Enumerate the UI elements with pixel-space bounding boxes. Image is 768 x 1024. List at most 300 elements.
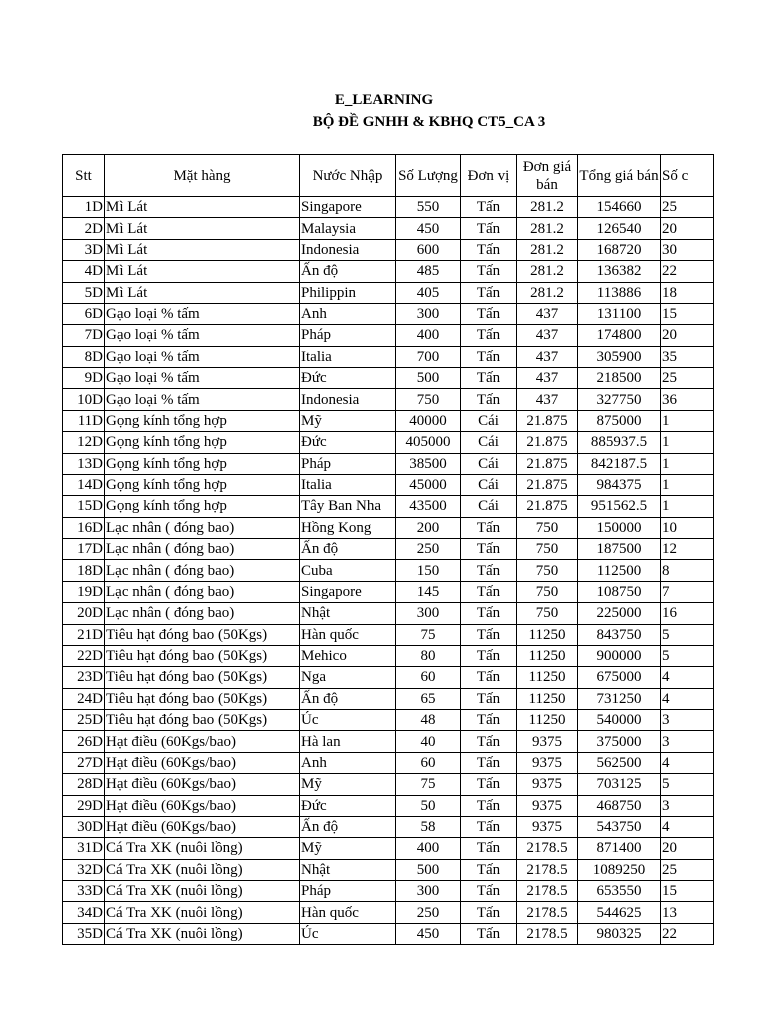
cell-item: Gạo loại % tấm [105, 389, 300, 410]
cell-country: Ấn độ [300, 261, 396, 282]
cell-unit-price: 281.2 [517, 282, 578, 303]
cell-country: Nga [300, 667, 396, 688]
cell-item: Mì Lát [105, 282, 300, 303]
cell-country: Ấn độ [300, 539, 396, 560]
cell-extra: 5 [661, 774, 714, 795]
cell-country: Úc [300, 923, 396, 944]
table-row [63, 816, 714, 837]
cell-total-price: 984375 [578, 474, 661, 495]
cell-extra: 25 [661, 368, 714, 389]
cell-quantity: 300 [396, 603, 461, 624]
cell-extra: 36 [661, 389, 714, 410]
header-unit-price: Đơn giá bán [517, 155, 578, 197]
cell-quantity: 145 [396, 581, 461, 602]
cell-unit: Tấn [461, 795, 517, 816]
table-row [63, 795, 714, 816]
cell-unit-price: 21.875 [517, 453, 578, 474]
cell-unit-price: 437 [517, 368, 578, 389]
cell-unit: Tấn [461, 389, 517, 410]
cell-total-price: 108750 [578, 581, 661, 602]
cell-stt: 9D [63, 368, 105, 389]
cell-stt: 33D [63, 881, 105, 902]
cell-item: Gọng kính tổng hợp [105, 432, 300, 453]
goods-table-container [62, 154, 689, 944]
cell-total-price: 675000 [578, 667, 661, 688]
cell-stt: 32D [63, 859, 105, 880]
cell-item: Hạt điều (60Kgs/bao) [105, 816, 300, 837]
cell-extra: 30 [661, 239, 714, 260]
cell-item: Lạc nhân ( đóng bao) [105, 603, 300, 624]
cell-extra: 13 [661, 902, 714, 923]
cell-item: Cá Tra XK (nuôi lồng) [105, 838, 300, 859]
cell-extra: 4 [661, 688, 714, 709]
cell-item: Lạc nhân ( đóng bao) [105, 517, 300, 538]
cell-item: Tiêu hạt đóng bao (50Kgs) [105, 645, 300, 666]
table-row [63, 923, 714, 944]
cell-stt: 7D [63, 325, 105, 346]
cell-stt: 18D [63, 560, 105, 581]
cell-unit: Cái [461, 432, 517, 453]
cell-country: Đức [300, 432, 396, 453]
cell-stt: 15D [63, 496, 105, 517]
cell-quantity: 550 [396, 197, 461, 218]
cell-extra: 8 [661, 560, 714, 581]
cell-extra: 15 [661, 881, 714, 902]
cell-country: Mỹ [300, 838, 396, 859]
cell-unit-price: 281.2 [517, 197, 578, 218]
cell-quantity: 250 [396, 539, 461, 560]
cell-quantity: 40 [396, 731, 461, 752]
cell-quantity: 450 [396, 218, 461, 239]
cell-unit: Tấn [461, 218, 517, 239]
cell-unit: Cái [461, 496, 517, 517]
cell-item: Gọng kính tổng hợp [105, 474, 300, 495]
cell-extra: 3 [661, 795, 714, 816]
table-row [63, 389, 714, 410]
cell-total-price: 653550 [578, 881, 661, 902]
cell-item: Gọng kính tổng hợp [105, 496, 300, 517]
table-row [63, 667, 714, 688]
cell-unit-price: 21.875 [517, 496, 578, 517]
table-row [63, 368, 714, 389]
cell-unit-price: 281.2 [517, 218, 578, 239]
cell-stt: 5D [63, 282, 105, 303]
cell-unit: Tấn [461, 261, 517, 282]
cell-unit-price: 9375 [517, 774, 578, 795]
cell-total-price: 327750 [578, 389, 661, 410]
cell-stt: 17D [63, 539, 105, 560]
cell-extra: 1 [661, 453, 714, 474]
cell-extra: 12 [661, 539, 714, 560]
cell-total-price: 187500 [578, 539, 661, 560]
cell-unit-price: 21.875 [517, 410, 578, 431]
cell-total-price: 544625 [578, 902, 661, 923]
cell-extra: 35 [661, 346, 714, 367]
table-row [63, 645, 714, 666]
cell-quantity: 150 [396, 560, 461, 581]
table-row [63, 261, 714, 282]
cell-item: Cá Tra XK (nuôi lồng) [105, 859, 300, 880]
cell-extra: 1 [661, 474, 714, 495]
table-row [63, 624, 714, 645]
cell-unit: Tấn [461, 560, 517, 581]
cell-unit-price: 11250 [517, 645, 578, 666]
table-row [63, 239, 714, 260]
cell-quantity: 75 [396, 774, 461, 795]
cell-stt: 16D [63, 517, 105, 538]
cell-country: Tây Ban Nha [300, 496, 396, 517]
cell-extra: 5 [661, 645, 714, 666]
cell-total-price: 980325 [578, 923, 661, 944]
cell-stt: 21D [63, 624, 105, 645]
cell-unit: Tấn [461, 325, 517, 346]
table-row [63, 881, 714, 902]
table-row [63, 474, 714, 495]
cell-quantity: 40000 [396, 410, 461, 431]
cell-quantity: 500 [396, 859, 461, 880]
table-row [63, 282, 714, 303]
cell-total-price: 174800 [578, 325, 661, 346]
table-row [63, 752, 714, 773]
cell-extra: 18 [661, 282, 714, 303]
cell-extra: 3 [661, 710, 714, 731]
cell-country: Singapore [300, 197, 396, 218]
header-extra: Số c [661, 155, 714, 197]
cell-unit: Tấn [461, 624, 517, 645]
cell-country: Italia [300, 474, 396, 495]
cell-unit: Tấn [461, 282, 517, 303]
cell-item: Hạt điều (60Kgs/bao) [105, 731, 300, 752]
cell-stt: 12D [63, 432, 105, 453]
cell-quantity: 43500 [396, 496, 461, 517]
cell-total-price: 375000 [578, 731, 661, 752]
cell-unit: Tấn [461, 581, 517, 602]
cell-unit: Tấn [461, 239, 517, 260]
cell-stt: 14D [63, 474, 105, 495]
cell-item: Cá Tra XK (nuôi lồng) [105, 881, 300, 902]
cell-total-price: 305900 [578, 346, 661, 367]
cell-unit-price: 2178.5 [517, 838, 578, 859]
cell-unit-price: 750 [517, 603, 578, 624]
cell-total-price: 126540 [578, 218, 661, 239]
cell-total-price: 843750 [578, 624, 661, 645]
cell-country: Pháp [300, 325, 396, 346]
cell-total-price: 154660 [578, 197, 661, 218]
cell-country: Hồng Kong [300, 517, 396, 538]
table-row [63, 432, 714, 453]
cell-unit: Tấn [461, 710, 517, 731]
cell-extra: 1 [661, 410, 714, 431]
cell-unit-price: 11250 [517, 624, 578, 645]
cell-quantity: 48 [396, 710, 461, 731]
cell-unit: Tấn [461, 752, 517, 773]
cell-quantity: 60 [396, 752, 461, 773]
cell-unit-price: 21.875 [517, 432, 578, 453]
cell-extra: 25 [661, 859, 714, 880]
table-row [63, 218, 714, 239]
cell-stt: 35D [63, 923, 105, 944]
cell-unit: Tấn [461, 859, 517, 880]
header-stt: Stt [63, 155, 105, 197]
cell-extra: 15 [661, 303, 714, 324]
cell-item: Tiêu hạt đóng bao (50Kgs) [105, 710, 300, 731]
cell-unit-price: 9375 [517, 795, 578, 816]
cell-item: Gạo loại % tấm [105, 303, 300, 324]
cell-total-price: 951562.5 [578, 496, 661, 517]
cell-quantity: 400 [396, 838, 461, 859]
cell-total-price: 468750 [578, 795, 661, 816]
cell-stt: 26D [63, 731, 105, 752]
cell-quantity: 450 [396, 923, 461, 944]
cell-unit-price: 437 [517, 303, 578, 324]
table-row [63, 560, 714, 581]
cell-item: Lạc nhân ( đóng bao) [105, 539, 300, 560]
cell-unit-price: 437 [517, 389, 578, 410]
cell-total-price: 871400 [578, 838, 661, 859]
cell-quantity: 500 [396, 368, 461, 389]
cell-quantity: 75 [396, 624, 461, 645]
cell-unit: Tấn [461, 688, 517, 709]
cell-quantity: 300 [396, 881, 461, 902]
cell-stt: 34D [63, 902, 105, 923]
cell-item: Mì Lát [105, 239, 300, 260]
cell-quantity: 45000 [396, 474, 461, 495]
cell-unit: Tấn [461, 346, 517, 367]
cell-total-price: 112500 [578, 560, 661, 581]
cell-total-price: 218500 [578, 368, 661, 389]
cell-extra: 4 [661, 816, 714, 837]
cell-country: Mỹ [300, 410, 396, 431]
cell-quantity: 200 [396, 517, 461, 538]
cell-unit-price: 750 [517, 539, 578, 560]
cell-quantity: 300 [396, 303, 461, 324]
cell-item: Gạo loại % tấm [105, 346, 300, 367]
cell-extra: 1 [661, 432, 714, 453]
cell-item: Hạt điều (60Kgs/bao) [105, 752, 300, 773]
table-row [63, 453, 714, 474]
cell-unit: Tấn [461, 303, 517, 324]
cell-quantity: 38500 [396, 453, 461, 474]
cell-total-price: 225000 [578, 603, 661, 624]
cell-item: Gạo loại % tấm [105, 368, 300, 389]
cell-quantity: 250 [396, 902, 461, 923]
cell-country: Hàn quốc [300, 624, 396, 645]
cell-unit: Tấn [461, 667, 517, 688]
header-row [63, 155, 714, 197]
cell-country: Pháp [300, 881, 396, 902]
cell-total-price: 543750 [578, 816, 661, 837]
cell-stt: 13D [63, 453, 105, 474]
table-row [63, 710, 714, 731]
cell-extra: 25 [661, 197, 714, 218]
cell-total-price: 540000 [578, 710, 661, 731]
cell-country: Úc [300, 710, 396, 731]
header-item: Mặt hàng [105, 155, 300, 197]
cell-quantity: 405000 [396, 432, 461, 453]
cell-stt: 2D [63, 218, 105, 239]
cell-stt: 11D [63, 410, 105, 431]
document-subtitle: BỘ ĐỀ GNHH & KBHQ CT5_CA 3 [312, 114, 546, 130]
table-header [63, 155, 714, 197]
cell-unit: Cái [461, 453, 517, 474]
cell-quantity: 700 [396, 346, 461, 367]
cell-unit: Tấn [461, 368, 517, 389]
cell-unit-price: 437 [517, 325, 578, 346]
cell-country: Singapore [300, 581, 396, 602]
cell-country: Indonesia [300, 389, 396, 410]
cell-total-price: 131100 [578, 303, 661, 324]
cell-country: Ấn độ [300, 688, 396, 709]
cell-item: Tiêu hạt đóng bao (50Kgs) [105, 667, 300, 688]
cell-total-price: 150000 [578, 517, 661, 538]
cell-stt: 10D [63, 389, 105, 410]
cell-country: Hàn quốc [300, 902, 396, 923]
cell-item: Gọng kính tổng hợp [105, 410, 300, 431]
cell-unit: Tấn [461, 881, 517, 902]
cell-extra: 20 [661, 838, 714, 859]
cell-item: Mì Lát [105, 218, 300, 239]
table-row [63, 902, 714, 923]
table-row [63, 731, 714, 752]
cell-stt: 20D [63, 603, 105, 624]
cell-unit: Tấn [461, 731, 517, 752]
cell-country: Indonesia [300, 239, 396, 260]
cell-stt: 25D [63, 710, 105, 731]
cell-extra: 20 [661, 218, 714, 239]
table-row [63, 410, 714, 431]
cell-quantity: 50 [396, 795, 461, 816]
cell-unit: Tấn [461, 539, 517, 560]
table-row [63, 517, 714, 538]
cell-unit: Tấn [461, 923, 517, 944]
goods-table [62, 154, 714, 945]
cell-unit-price: 750 [517, 581, 578, 602]
cell-country: Philippin [300, 282, 396, 303]
cell-stt: 28D [63, 774, 105, 795]
cell-quantity: 405 [396, 282, 461, 303]
cell-stt: 22D [63, 645, 105, 666]
cell-unit-price: 9375 [517, 816, 578, 837]
cell-total-price: 168720 [578, 239, 661, 260]
cell-total-price: 875000 [578, 410, 661, 431]
cell-country: Đức [300, 795, 396, 816]
cell-extra: 5 [661, 624, 714, 645]
cell-extra: 3 [661, 731, 714, 752]
cell-quantity: 400 [396, 325, 461, 346]
cell-item: Hạt điều (60Kgs/bao) [105, 774, 300, 795]
cell-extra: 20 [661, 325, 714, 346]
cell-stt: 19D [63, 581, 105, 602]
cell-quantity: 80 [396, 645, 461, 666]
cell-unit: Tấn [461, 774, 517, 795]
document-title: E_LEARNING [334, 92, 434, 108]
cell-unit: Tấn [461, 816, 517, 837]
cell-unit: Tấn [461, 517, 517, 538]
table-row [63, 603, 714, 624]
cell-item: Mì Lát [105, 197, 300, 218]
cell-quantity: 600 [396, 239, 461, 260]
table-row [63, 688, 714, 709]
cell-country: Ấn độ [300, 816, 396, 837]
header-country: Nước Nhập [300, 155, 396, 197]
cell-stt: 8D [63, 346, 105, 367]
cell-total-price: 703125 [578, 774, 661, 795]
cell-country: Italia [300, 346, 396, 367]
cell-extra: 7 [661, 581, 714, 602]
table-row [63, 774, 714, 795]
cell-total-price: 562500 [578, 752, 661, 773]
cell-unit: Tấn [461, 603, 517, 624]
cell-unit-price: 750 [517, 517, 578, 538]
table-row [63, 539, 714, 560]
cell-total-price: 1089250 [578, 859, 661, 880]
table-row [63, 581, 714, 602]
cell-quantity: 485 [396, 261, 461, 282]
cell-stt: 31D [63, 838, 105, 859]
cell-total-price: 885937.5 [578, 432, 661, 453]
cell-total-price: 113886 [578, 282, 661, 303]
cell-country: Nhật [300, 603, 396, 624]
cell-country: Malaysia [300, 218, 396, 239]
header-unit: Đơn vị [461, 155, 517, 197]
cell-unit-price: 21.875 [517, 474, 578, 495]
cell-unit-price: 281.2 [517, 261, 578, 282]
cell-unit: Tấn [461, 197, 517, 218]
header-quantity: Số Lượng [396, 155, 461, 197]
cell-stt: 6D [63, 303, 105, 324]
cell-country: Mehico [300, 645, 396, 666]
cell-unit-price: 11250 [517, 710, 578, 731]
cell-unit: Tấn [461, 902, 517, 923]
cell-item: Cá Tra XK (nuôi lồng) [105, 923, 300, 944]
cell-extra: 16 [661, 603, 714, 624]
cell-unit-price: 2178.5 [517, 881, 578, 902]
cell-country: Đức [300, 368, 396, 389]
cell-quantity: 65 [396, 688, 461, 709]
table-body [63, 197, 714, 945]
cell-item: Lạc nhân ( đóng bao) [105, 560, 300, 581]
cell-item: Tiêu hạt đóng bao (50Kgs) [105, 624, 300, 645]
cell-extra: 4 [661, 667, 714, 688]
cell-stt: 4D [63, 261, 105, 282]
table-row [63, 496, 714, 517]
cell-country: Cuba [300, 560, 396, 581]
cell-extra: 22 [661, 923, 714, 944]
cell-item: Gọng kính tổng hợp [105, 453, 300, 474]
cell-stt: 1D [63, 197, 105, 218]
cell-quantity: 60 [396, 667, 461, 688]
table-row [63, 838, 714, 859]
cell-country: Mỹ [300, 774, 396, 795]
cell-stt: 29D [63, 795, 105, 816]
cell-unit-price: 437 [517, 346, 578, 367]
cell-item: Lạc nhân ( đóng bao) [105, 581, 300, 602]
table-row [63, 346, 714, 367]
cell-unit-price: 281.2 [517, 239, 578, 260]
cell-total-price: 900000 [578, 645, 661, 666]
cell-country: Pháp [300, 453, 396, 474]
cell-unit-price: 9375 [517, 731, 578, 752]
cell-country: Anh [300, 752, 396, 773]
table-row [63, 197, 714, 218]
cell-total-price: 842187.5 [578, 453, 661, 474]
cell-unit: Cái [461, 410, 517, 431]
cell-unit-price: 9375 [517, 752, 578, 773]
cell-item: Mì Lát [105, 261, 300, 282]
cell-stt: 23D [63, 667, 105, 688]
cell-item: Cá Tra XK (nuôi lồng) [105, 902, 300, 923]
cell-extra: 1 [661, 496, 714, 517]
